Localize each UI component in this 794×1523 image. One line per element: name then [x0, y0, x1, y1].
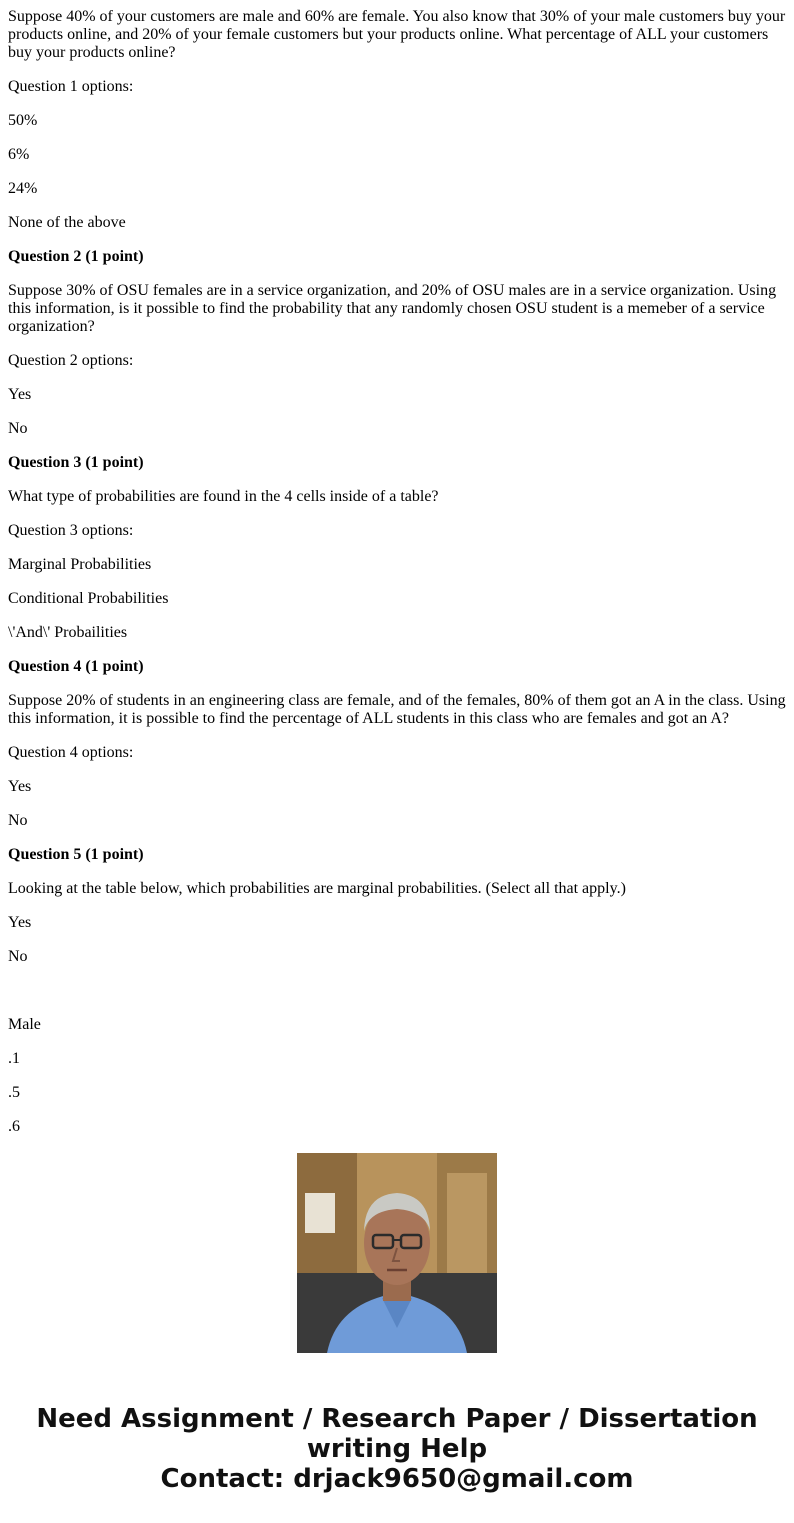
table-row-label: Male	[8, 1016, 41, 1033]
question-2-option-1: Yes	[8, 386, 32, 403]
question-5-text: Looking at the table below, which probabilities are marginal probabilities. (Select all that apply.)	[8, 880, 626, 897]
question-3-option-3: \'And\' Probailities	[8, 624, 128, 641]
promo-banner	[0, 1404, 794, 1494]
question-1-options-label: Question 1 options:	[8, 78, 134, 95]
question-3-option-1: Marginal Probabilities	[8, 556, 152, 573]
question-3-text: What type of probabilities are found in the 4 cells inside of a table?	[8, 488, 439, 505]
question-4-options-label: Question 4 options:	[8, 744, 134, 761]
table-value: .1	[8, 1050, 20, 1067]
question-4-text: Suppose 20% of students in an engineering class are female, and of the females, 80% of them got an A in the class. Using this information, it is possible to find the percentage of ALL students in this class who are females and got an A?	[8, 692, 786, 727]
question-1-option-4: None of the above	[8, 214, 126, 231]
question-4-heading: Question 4 (1 point)	[8, 658, 144, 675]
promo-contact: Contact: drjack9650@gmail.com	[160, 1464, 634, 1494]
question-2-option-2: No	[8, 420, 28, 437]
question-3-options-label: Question 3 options:	[8, 522, 134, 539]
question-5-heading: Question 5 (1 point)	[8, 846, 144, 863]
question-2-heading: Question 2 (1 point)	[8, 248, 144, 265]
blank-line	[8, 982, 788, 1000]
question-1-option-1: 50%	[8, 112, 38, 129]
table-value: .6	[8, 1118, 20, 1135]
question-3-option-2: Conditional Probabilities	[8, 590, 169, 607]
question-1-text: Suppose 40% of your customers are male and 60% are female. You also know that 30% of your male customers buy your products online, and 20% of your female customers but your products online. What percentage of ALL your customers buy your products online?	[8, 8, 786, 61]
promo-line-2: writing Help	[306, 1434, 488, 1464]
question-2-options-label: Question 2 options:	[8, 352, 134, 369]
question-1-option-3: 24%	[8, 180, 38, 197]
question-3-heading: Question 3 (1 point)	[8, 454, 144, 471]
question-5-option-2: No	[8, 948, 28, 965]
table-value: .5	[8, 1084, 20, 1101]
question-4-option-1: Yes	[8, 778, 32, 795]
document-content	[8, 8, 788, 1135]
promo-line-1: Need Assignment / Research Paper / Dissertation	[36, 1404, 758, 1434]
question-2-text: Suppose 30% of OSU females are in a service organization, and 20% of OSU males are in a service organization. Using this information, is it possible to find the probability that any randomly chosen OSU student is a memeber of a service organization?	[8, 282, 777, 335]
person-photo-icon	[297, 1153, 497, 1353]
question-1-option-2: 6%	[8, 146, 30, 163]
question-4-option-2: No	[8, 812, 28, 829]
question-5-option-1: Yes	[8, 914, 32, 931]
